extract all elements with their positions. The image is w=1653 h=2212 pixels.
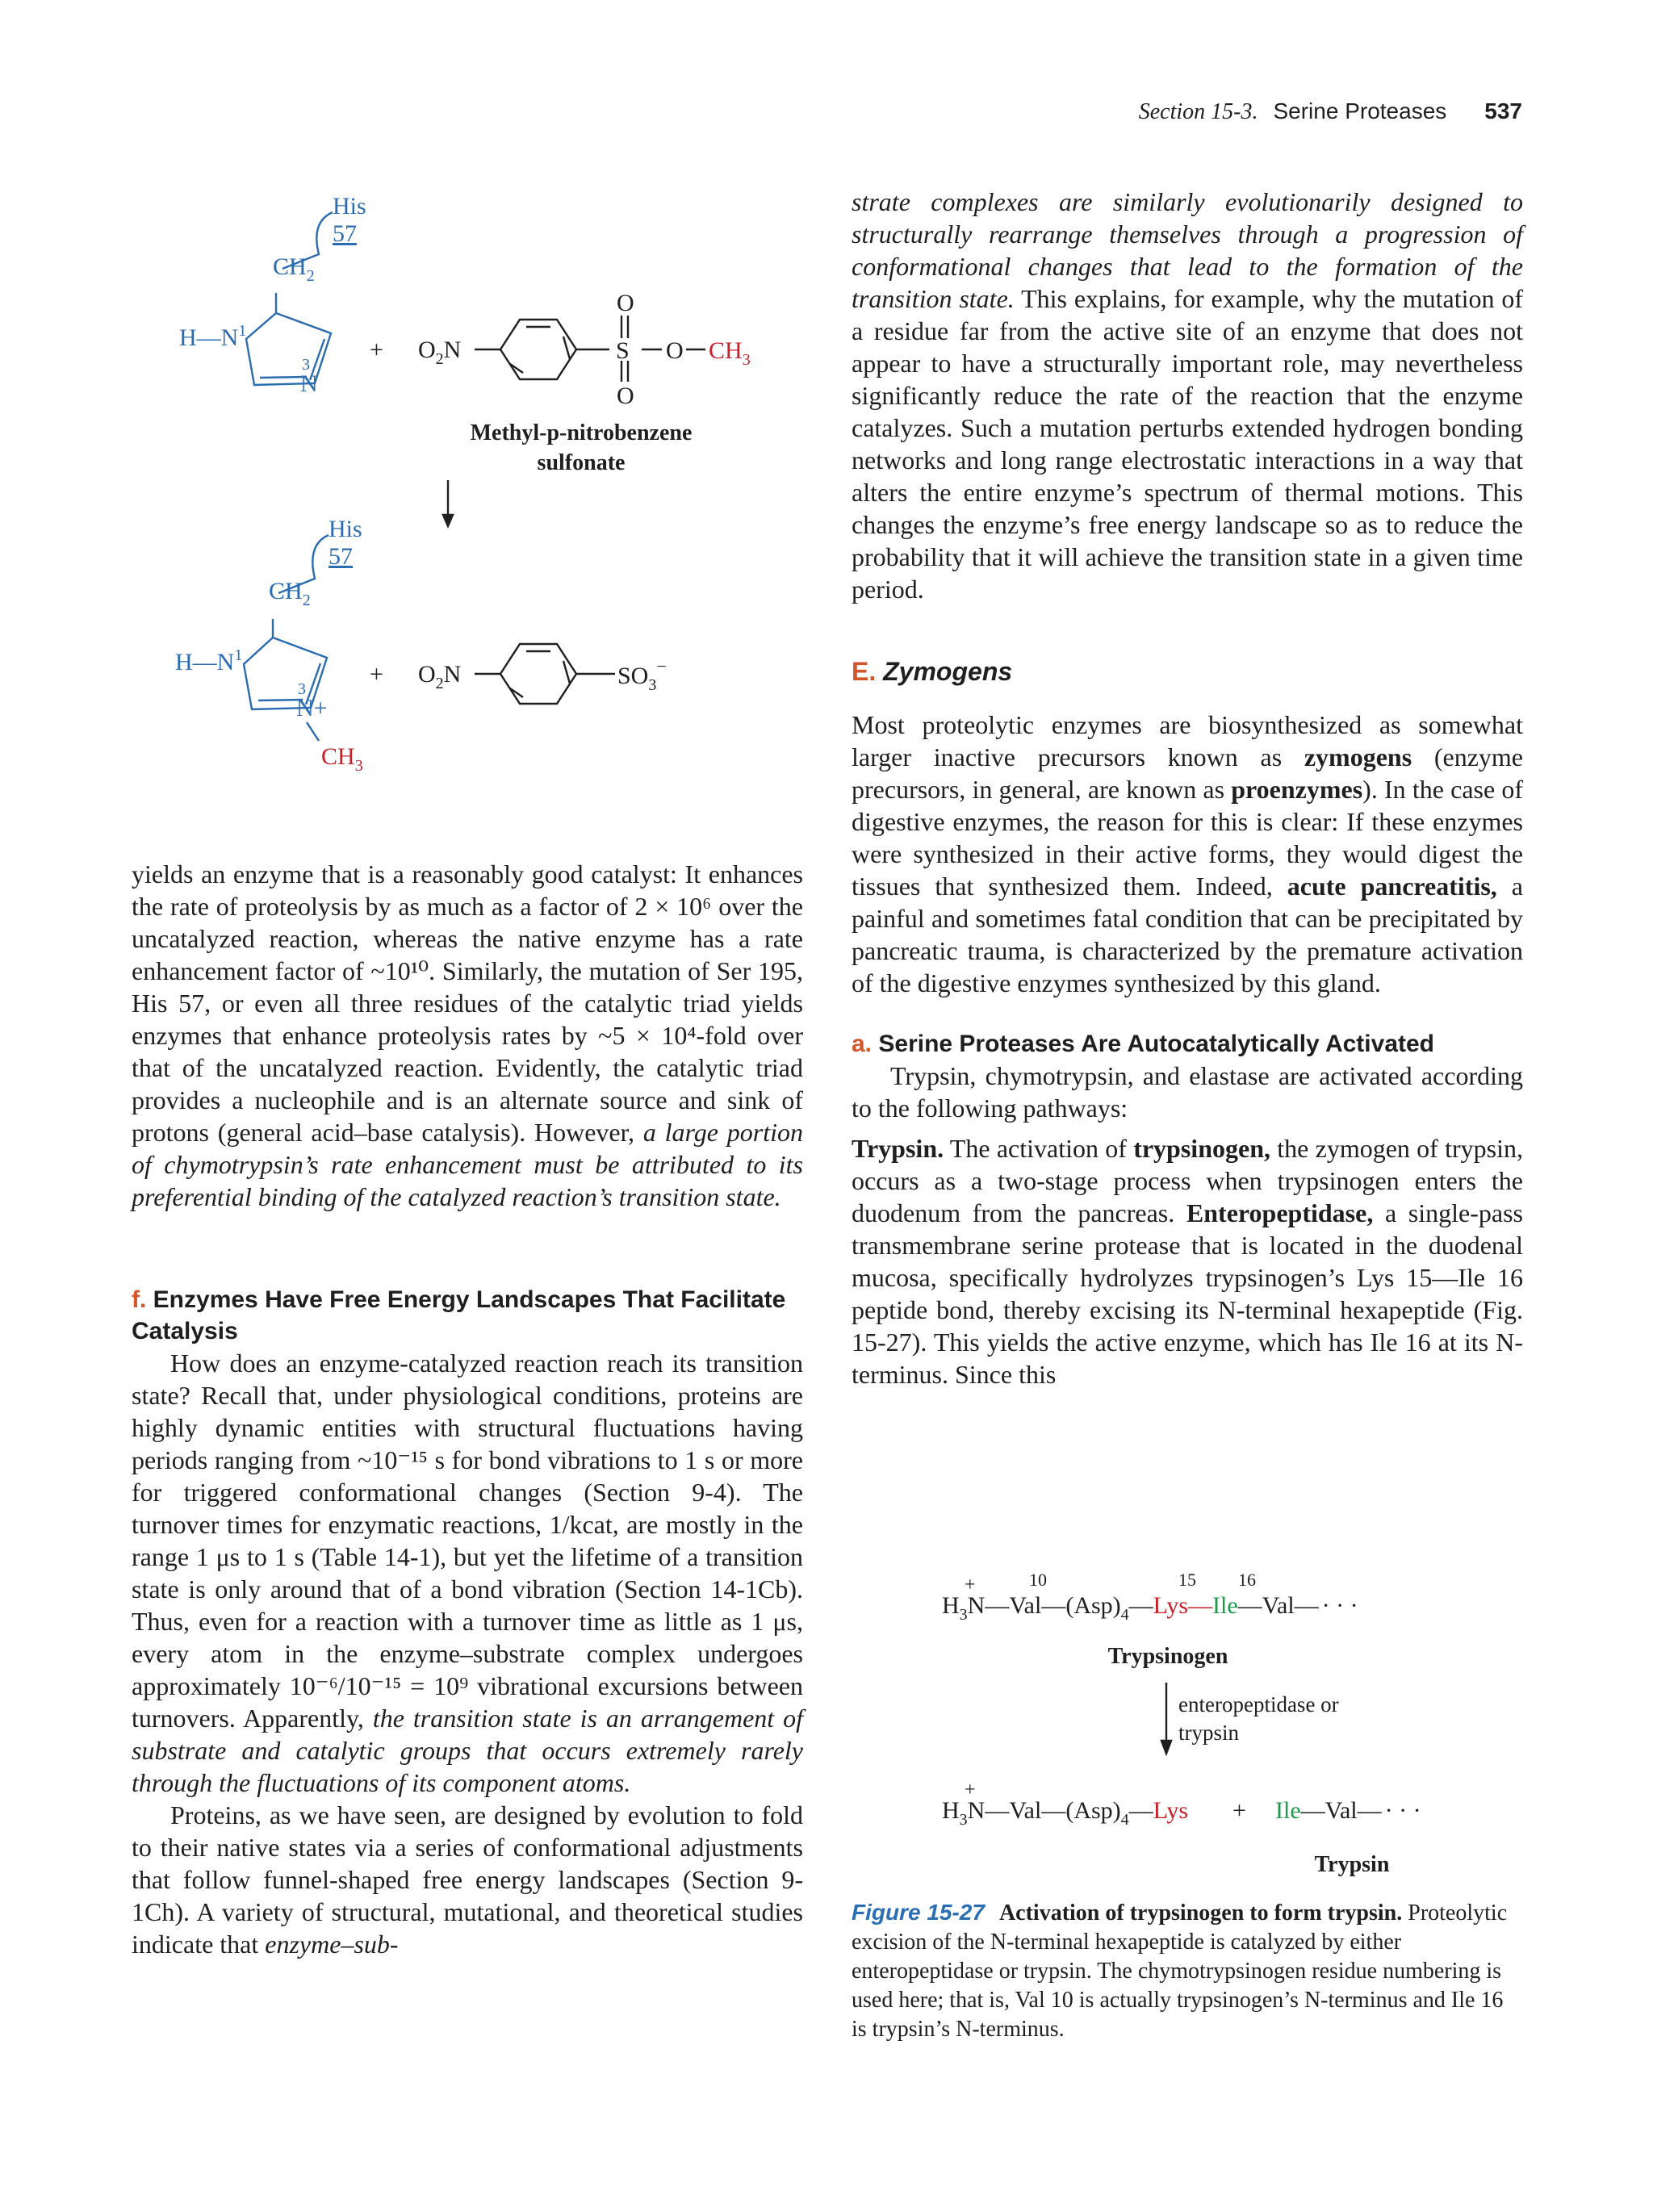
svg-text:SO3−: $SO_3^-$ <box>617 656 667 694</box>
right-paragraph-4: Trypsin. The activation of trypsinogen, the zymogen of trypsin, occurs as a two-stage process when trypsinogen enters the duodenum from the pancreas. Enteropeptidase, a single-pass transmembrane serine protease that is located in the duodenal mucosa, specifically hydrolyzes trypsinogen’s Lys 15—Ile 16 peptide bond, thereby excising its N-terminal hexapeptide (Fig. 15-27). This yields the active enzyme, which has Ile 16 at its N-terminus. Since this <box>852 1134 1524 1389</box>
svg-text:O: O <box>617 290 634 316</box>
section-heading-e: E. Zymogens <box>852 657 1013 686</box>
running-header <box>0 98 1522 125</box>
so3-label: SO <box>617 663 649 689</box>
his-number: 57 <box>333 220 357 247</box>
left-paragraph-3: Proteins, as we have seen, are designed by evolution to fold to their native states via a series of conformational adjustments that follow funnel-shaped free energy landscapes (Section 9-1Ch). A variety of structural, mutational, and theoretical studies indicate that enzyme–sub- <box>132 1800 803 1959</box>
svg-text:3: 3 <box>298 680 306 698</box>
left-paragraph-1: yields an enzyme that is a reasonably good catalyst: It enhances the rate of proteolysis by as much as a factor of 2 × 10⁶ over the uncatalyzed reaction, whereas the native enzyme has a rate enhancement factor of ~10¹⁰. Similarly, the mutation of Ser 195, His 57, or even all three residues of the catalytic triad yields enzymes that enhance proteolysis rates by ~5 × 10⁴-fold over that of the uncatalyzed reaction. Evidently, the catalytic triad provides a nucleophile and is an alternate source and sink of protons (general acid–base catalysis). However, a large portion of chymotrypsin’s rate enhancement must be attributed to its preferential binding of the catalyzed reaction’s transition state. <box>132 859 804 1211</box>
left-column <box>132 858 803 1960</box>
svg-text:+: + <box>965 1574 976 1595</box>
header-topic: Serine Proteases <box>1273 98 1447 123</box>
svg-text:+: + <box>370 661 383 688</box>
trypsin-label: Trypsin <box>1314 1852 1390 1877</box>
svg-text:H—N1: $H—N^1$ <box>175 646 243 675</box>
svg-text:CH3: $CH_3$ <box>321 743 363 775</box>
header-section: Section 15-3. <box>1138 99 1258 124</box>
svg-text:O2N: $O_2N$ <box>418 337 462 368</box>
svg-text:H—N1 <box>179 322 246 351</box>
svg-text:CH2: $CH_2$ <box>269 578 311 609</box>
svg-text:+: + <box>965 1779 976 1800</box>
svg-text:O2N: $O_2N$ <box>418 661 462 692</box>
h-n1-label: H—N <box>179 324 239 351</box>
n1-sup: 1 <box>238 322 247 340</box>
right-paragraph-3: Trypsin, chymotrypsin, and elastase are activated according to the following pathways: <box>852 1061 1523 1123</box>
ch2-sub: 2 <box>306 267 315 285</box>
o2n-label: O <box>418 337 436 363</box>
subhead-f: f. Enzymes Have Free Energy Landscapes That Facilitate Catalysis <box>132 1286 786 1344</box>
sulfur-label: S <box>616 337 630 364</box>
n3-label: N <box>300 370 318 397</box>
svg-text:57: 57 <box>329 543 353 570</box>
reagent-name-2: sulfonate <box>537 450 626 475</box>
pos3-label: 3 <box>302 356 310 374</box>
figure-caption-text: Proteolytic excision of the N-terminal hexapeptide is catalyzed by either enteropeptidase or trypsin. The chymotrypsinogen residue numbering is used here; that is, Val 10 is actually trypsinogen’s N-terminus and Ile 16 is trypsin’s N-terminus. <box>852 1900 1508 2042</box>
svg-text:CH3: $CH_3$ <box>709 337 751 369</box>
svg-text:O: O <box>666 337 684 364</box>
trypsinogen-label: Trypsinogen <box>1107 1644 1228 1669</box>
page-number: 537 <box>1484 98 1522 123</box>
arrow-label: enteropeptidase or <box>1178 1692 1339 1716</box>
left-paragraph-2: How does an enzyme-catalyzed reaction reach its transition state? Recall that, under physiological conditions, proteins are highly dynamic entities with structural fluctuations having periods ranging from ~10⁻¹⁵ s for bond vibrations to 1 s or more for triggered conformational changes (Section 9-4). The turnover times for enzymatic reactions, 1/kcat, are mostly in the range 1 μs to 1 s (Table 14-1), but yet the lifetime of a transition state is only around that of a bond vibration (Section 14-1Cb). Thus, even for a reaction with a turnover time as little as 1 μs, every atom in the enzyme–substrate complex undergoes approximately 10⁻⁶/10⁻¹⁵ = 10⁹ vibrational excursions between turnovers. Apparently, the transition state is an arrangement of substrate and catalytic groups that occurs extremely rarely through the fluctuations of its component atoms. <box>132 1349 804 1797</box>
figure-label: Figure 15-27 <box>852 1900 985 1925</box>
svg-text:+: + <box>1232 1797 1246 1824</box>
ch3-label: CH <box>709 337 743 364</box>
svg-text:O: O <box>617 383 634 409</box>
residue-number-15: 15 <box>1178 1570 1196 1590</box>
arrow-label-2: trypsin <box>1178 1721 1240 1745</box>
right-paragraph-1: strate complexes are similarly evolutionarily designed to structurally rearrange themselves through a progression of conformational changes that lead to the formation of the transition state. This explains, for example, why the mutation of a residue far from the active site of an enzyme that does not appear to have a structurally important role, may nevertheless significantly reduce the rate of the reaction that the enzyme catalyzes. Such a mutation perturbs extended hydrogen bonding networks and long range electrostatic interactions in a way that alters the entire enzyme’s spectrum of thermal motions. This changes the enzyme’s free energy landscape so as to reduce the probability that it will achieve the transition state in a given time period. <box>852 187 1524 604</box>
residue-number-16: 16 <box>1238 1570 1256 1590</box>
figure-15-27 <box>932 1562 1465 1892</box>
svg-text:His: His <box>329 516 362 542</box>
his-label: His <box>333 193 366 220</box>
figure-caption <box>852 1898 1523 2044</box>
reagent-name: Methyl-p-nitrobenzene <box>470 420 693 445</box>
right-column <box>852 186 1523 1390</box>
figure-title: Activation of trypsinogen to form trypsin. <box>998 1900 1403 1926</box>
right-paragraph-2: Most proteolytic enzymes are biosynthesized as somewhat larger inactive precursors known as zymogens (enzyme precursors, in general, are known as proenzymes). In the case of digestive enzymes, the reason for this is clear: If these enzymes were synthesized in their active forms, they would digest the tissues that synthesized them. Indeed, acute pancreatitis, a painful and sometimes fatal condition that can be precipitated by pancreatic trauma, is characterized by the premature activation of the digestive enzymes synthesized by this gland. <box>852 710 1524 997</box>
trypsin-sequence: Ile—Val— · · · <box>1275 1797 1421 1824</box>
ch2-label: CH <box>273 253 307 280</box>
residue-number-10: 10 <box>1029 1570 1047 1590</box>
subhead-a: a. Serine Proteases Are Autocatalytically Activated <box>852 1031 1434 1057</box>
trypsinogen-sequence: $H_3N—Val—(Asp)_4—Lys—Ile—Val—$ · · · <box>942 1592 1358 1624</box>
n-plus-label: N+ <box>296 695 328 721</box>
hexapeptide-sequence: $H_3N—Val—(Asp)_4—Lys$ <box>942 1797 1189 1829</box>
plus-sign: + <box>370 337 383 363</box>
reaction-scheme <box>121 174 815 811</box>
